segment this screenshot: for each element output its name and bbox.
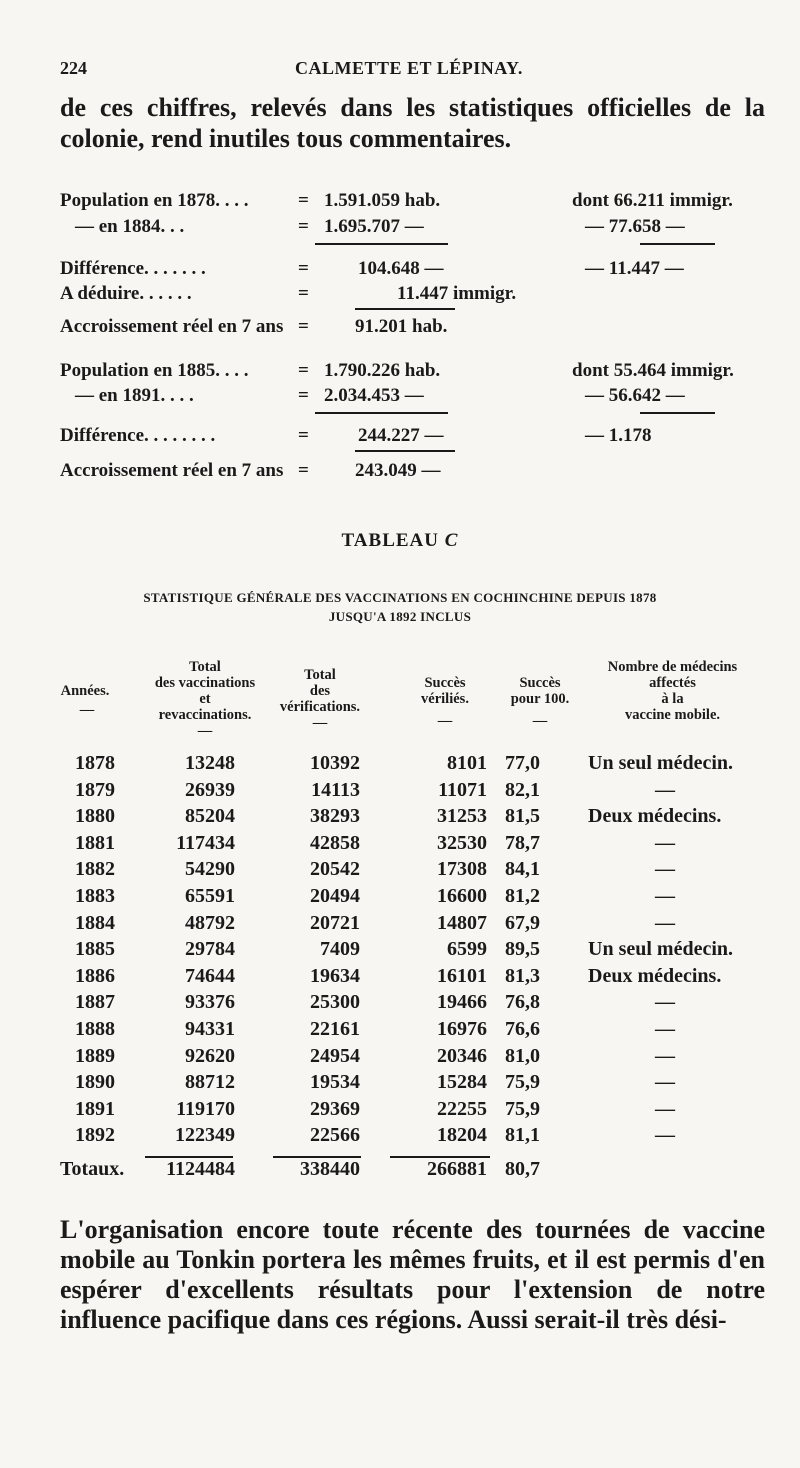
col-header-success-percent-dash: — (532, 713, 548, 729)
cell-success-percent: 76,6 (505, 1018, 540, 1040)
stat-equals-sign: = (298, 216, 309, 237)
cell-total-verifications: 19534 (310, 1071, 360, 1094)
cell-year: 1887 (75, 991, 115, 1014)
cell-doctors: — (655, 858, 675, 881)
stat-value: 91.201 hab. (355, 316, 448, 337)
stat-value: 11.447 immigr. (397, 283, 517, 304)
cell-total-verifications: 25300 (310, 991, 360, 1014)
stat-label: Accroissement réel en 7 ans (60, 316, 284, 337)
stat-equals-sign: = (298, 190, 309, 211)
col-header-total-vaccinations-l1: Total (189, 659, 221, 675)
stat-label: A déduire. . . . . . (60, 283, 192, 304)
cell-total-vaccinations: 88712 (185, 1071, 235, 1094)
stat-immigrants: dont 66.211 immigr. (572, 190, 733, 211)
col-header-total-verifications-l3: vérifications. (279, 699, 361, 715)
cell-doctors: — (655, 1124, 675, 1147)
cell-success-verified: 32530 (437, 831, 487, 854)
cell-success-percent: 67,9 (505, 911, 540, 934)
table-title-letter: C (444, 530, 459, 551)
cell-total-vaccinations: 13248 (185, 752, 235, 774)
table-title: TABLEAU C (341, 530, 459, 551)
totals-percent: 80,7 (505, 1158, 540, 1180)
cell-success-verified: 16976 (437, 1018, 487, 1040)
intro-paragraph: de ces chiffres, relevés dans les statistiques officielles de la colonie, rend inutiles tous commentaires. (60, 93, 765, 153)
stat-equals-sign: = (298, 360, 309, 381)
cell-total-verifications: 10392 (310, 752, 360, 774)
cell-year: 1885 (75, 938, 115, 961)
cell-success-verified: 18204 (437, 1124, 487, 1147)
cell-success-percent: 81,1 (505, 1124, 540, 1147)
cell-year: 1888 (75, 1018, 115, 1040)
stats-rule-2 (640, 243, 715, 245)
stat-equals-sign: = (298, 283, 309, 304)
table-subtitle-line-2: JUSQU'A 1892 INCLUS (328, 609, 472, 624)
cell-total-verifications: 24954 (310, 1044, 360, 1067)
cell-doctors: — (655, 885, 675, 907)
cell-success-percent: 89,5 (505, 938, 540, 961)
cell-total-verifications: 20721 (310, 911, 360, 934)
col-header-total-vaccinations-l4: revaccinations. (158, 707, 252, 723)
table-subtitle (100, 588, 700, 626)
cell-success-verified: 11071 (438, 778, 487, 801)
totals-vaccinations: 1124484 (166, 1158, 235, 1180)
cell-success-verified: 6599 (447, 938, 487, 961)
cell-total-vaccinations: 119170 (176, 1097, 235, 1120)
col-header-total-vaccinations-l2: des vaccinations (154, 675, 256, 691)
stat-label: Population en 1885. . . . (60, 360, 249, 381)
cell-total-verifications: 22161 (310, 1018, 360, 1040)
col-header-success-verified-dash: — (437, 713, 453, 729)
cell-success-percent: 75,9 (505, 1097, 540, 1120)
stat-value: 1.591.059 hab. (324, 190, 441, 211)
col-header-success-percent-l1: Succès (519, 675, 561, 691)
cell-success-percent: 81,5 (505, 805, 540, 828)
cell-total-vaccinations: 117434 (176, 831, 235, 854)
stat-label: Accroissement réel en 7 ans (60, 460, 284, 481)
col-header-success-percent-l2: pour 100. (510, 691, 570, 707)
totals-verifications: 338440 (300, 1158, 360, 1180)
cell-year: 1891 (75, 1097, 115, 1120)
cell-total-verifications: 29369 (310, 1097, 360, 1120)
cell-doctors: Deux médecins. (588, 805, 722, 828)
stat-equals-sign: = (298, 460, 309, 481)
cell-year: 1879 (75, 778, 115, 801)
cell-success-verified: 15284 (437, 1071, 487, 1094)
cell-doctors: — (655, 1071, 675, 1094)
col-header-total-verifications (255, 667, 385, 731)
cell-total-verifications: 42858 (310, 831, 360, 854)
cell-doctors: Un seul médecin. (588, 752, 733, 774)
cell-success-verified: 22255 (437, 1097, 487, 1120)
cell-success-percent: 76,8 (505, 991, 540, 1014)
cell-success-verified: 17308 (437, 858, 487, 881)
cell-total-verifications: 20542 (310, 858, 360, 881)
cell-total-vaccinations: 26939 (185, 778, 235, 801)
col-header-years-dash: — (79, 702, 95, 718)
col-header-success-verified (390, 675, 500, 729)
cell-total-verifications: 20494 (310, 885, 360, 907)
stats-rule-6 (355, 450, 455, 452)
stat-value: 104.648 — (358, 258, 444, 279)
stat-label: — en 1884. . . (75, 216, 185, 237)
stat-value: 244.227 — (358, 425, 444, 446)
cell-total-vaccinations: 92620 (185, 1044, 235, 1067)
page-number: 224 (60, 58, 87, 78)
cell-success-percent: 84,1 (505, 858, 540, 881)
stat-label: Population en 1878. . . . (60, 190, 249, 211)
stat-immigrants: — 77.658 — (585, 216, 685, 237)
cell-total-vaccinations: 29784 (185, 938, 235, 961)
stat-value: 2.034.453 — (324, 385, 424, 406)
cell-year: 1878 (75, 752, 115, 774)
cell-year: 1881 (75, 831, 115, 854)
stat-value: 243.049 — (355, 460, 441, 481)
cell-year: 1880 (75, 805, 115, 828)
col-header-total-vaccinations-l3: et (199, 691, 211, 707)
cell-year: 1886 (75, 964, 115, 987)
stats-rule-5 (640, 412, 715, 414)
cell-success-verified: 16101 (437, 964, 487, 987)
col-header-doctors (585, 659, 760, 723)
cell-doctors: — (655, 1097, 675, 1120)
totals-label: Totaux. (60, 1158, 125, 1180)
cell-success-verified: 16600 (437, 885, 487, 907)
running-header: CALMETTE ET LÉPINAY. (295, 58, 523, 78)
col-header-success-verified-l2: vériliés. (421, 691, 469, 707)
cell-success-percent: 81,0 (505, 1044, 540, 1067)
cell-year: 1883 (75, 885, 115, 907)
col-header-success-percent (495, 675, 585, 729)
col-header-doctors-l3: à la (661, 691, 684, 707)
cell-success-percent: 77,0 (505, 752, 540, 774)
cell-doctors: — (655, 1044, 675, 1067)
cell-success-percent: 81,2 (505, 885, 540, 907)
cell-doctors: — (655, 991, 675, 1014)
stat-equals-sign: = (298, 425, 309, 446)
cell-total-verifications: 19634 (310, 964, 360, 987)
cell-success-verified: 20346 (437, 1044, 487, 1067)
cell-total-vaccinations: 85204 (185, 805, 235, 828)
cell-success-percent: 82,1 (505, 778, 540, 801)
cell-total-vaccinations: 65591 (185, 885, 235, 907)
cell-total-vaccinations: 54290 (185, 858, 235, 881)
totals-success: 266881 (427, 1158, 487, 1180)
cell-year: 1890 (75, 1071, 115, 1094)
cell-total-vaccinations: 122349 (175, 1124, 235, 1147)
col-header-doctors-l4: vaccine mobile. (624, 707, 721, 723)
cell-total-verifications: 7409 (320, 938, 360, 961)
cell-total-verifications: 38293 (310, 805, 360, 828)
cell-year: 1882 (75, 858, 115, 881)
col-header-doctors-l2: affectés (649, 675, 696, 691)
cell-success-verified: 19466 (437, 991, 487, 1014)
cell-success-percent: 78,7 (505, 831, 540, 854)
cell-doctors: Un seul médecin. (588, 938, 733, 961)
stat-immigrants: — 56.642 — (585, 385, 685, 406)
col-header-years-text: Années. (60, 683, 110, 699)
stat-equals-sign: = (298, 316, 309, 337)
cell-year: 1892 (75, 1124, 115, 1147)
stat-immigrants: dont 55.464 immigr. (572, 360, 734, 381)
stats-rule-3 (355, 308, 455, 310)
stat-value: 1.790.226 hab. (324, 360, 441, 381)
cell-total-vaccinations: 93376 (185, 991, 235, 1014)
cell-year: 1889 (75, 1044, 115, 1067)
outro-paragraph: L'organisation encore toute récente des tournées de vaccine mobile au Tonkin portera les mêmes fruits, et il est permis d'en espérer d'excellents résultats pour l'extension de notre influence pacifique dans ces régions. Aussi serait-il très dési- (60, 1215, 765, 1334)
stat-label: Différence. . . . . . . . (60, 425, 216, 446)
stat-immigrants: — 1.178 (585, 425, 652, 446)
col-header-doctors-l1: Nombre de médecins (607, 659, 738, 675)
stat-label: — en 1891. . . . (75, 385, 194, 406)
stats-rule-4 (315, 412, 448, 414)
cell-total-vaccinations: 94331 (185, 1018, 235, 1040)
cell-success-percent: 81,3 (505, 964, 540, 987)
cell-total-vaccinations: 48792 (185, 911, 235, 934)
cell-doctors: — (655, 911, 675, 934)
stat-label: Différence. . . . . . . (60, 258, 206, 279)
stats-rule-1 (315, 243, 448, 245)
stat-value: 1.695.707 — (324, 216, 424, 237)
stat-equals-sign: = (298, 385, 309, 406)
stat-equals-sign: = (298, 258, 309, 279)
col-header-total-verifications-dash: — (312, 715, 328, 731)
col-header-total-verifications-l2: des (309, 683, 331, 699)
cell-doctors: — (655, 778, 675, 801)
col-header-success-verified-l1: Succès (424, 675, 466, 691)
cell-success-verified: 8101 (447, 752, 487, 774)
cell-success-verified: 14807 (437, 911, 487, 934)
cell-doctors: Deux médecins. (588, 964, 722, 987)
cell-total-vaccinations: 74644 (185, 964, 235, 987)
cell-total-verifications: 22566 (310, 1124, 360, 1147)
cell-doctors: — (655, 1018, 675, 1040)
table-subtitle-line-1: STATISTIQUE GÉNÉRALE DES VACCINATIONS EN COCHINCHINE DEPUIS 1878 (143, 590, 657, 605)
cell-year: 1884 (75, 911, 115, 934)
stat-immigrants: — 11.447 — (585, 258, 684, 279)
col-header-years (55, 683, 115, 699)
cell-doctors: — (655, 831, 675, 854)
cell-total-verifications: 14113 (311, 778, 360, 801)
col-header-total-vaccinations-dash: — (197, 723, 213, 739)
cell-success-percent: 75,9 (505, 1071, 540, 1094)
cell-success-verified: 31253 (437, 805, 487, 828)
col-header-total-verifications-l1: Total (304, 667, 336, 683)
